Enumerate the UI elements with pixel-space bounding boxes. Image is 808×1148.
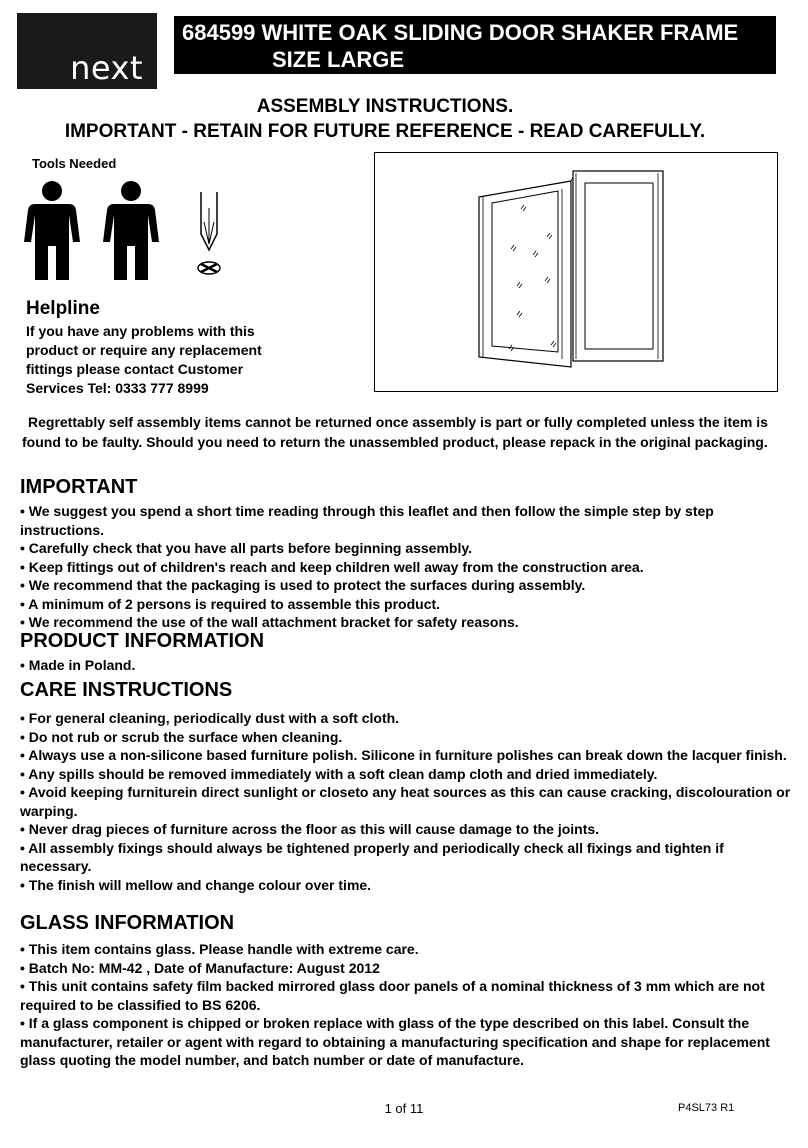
list-item: • Never drag pieces of furniture across the floor as this will cause damage to the joints. [20,821,600,837]
list-item: • Always use a non-silicone based furniture polish. Silicone in furniture polishes can break down the lacquer finish. [20,747,787,763]
list-item: • Do not rub or scrub the surface when cleaning. [20,728,343,745]
person-icon [101,180,161,284]
product-illustration-frame [374,152,778,392]
assembly-heading-line1: ASSEMBLY INSTRUCTIONS. [256,96,514,117]
list-item: • Keep fittings out of children's reach and keep children well away from the construction area. [20,558,644,575]
list-item: • If a glass component is chipped or broken replace with glass of the type described on this label. Consult the manufacturer, retailer or agent with regard to obtaining a manufacturing specification and shape for replacement glass quoting the model number, and batch number or date of manufacture. [20,1015,770,1068]
list-item: • We suggest you spend a short time reading through this leaflet and then follow the simple step by step instructions. [20,503,714,538]
helpline-line: If you have any problems with this [26,323,255,339]
glass-information-section [20,910,795,1070]
helpline-line: fittings please contact Customer [26,361,244,377]
list-item: • A minimum of 2 persons is required to assemble this product. [20,595,441,612]
helpline-line: Services Tel: 0333 777 8999 [26,380,209,396]
logo-text: next [70,49,143,87]
important-section [20,474,795,632]
list-item: • This item contains glass. Please handle with extreme care. [20,941,419,957]
returns-notice: Regrettably self assembly items cannot be returned once assembly is part or fully completed unless the item is found to be faulty. Should you need to return the unassembled product, please repack in the original packaging. [22,414,768,450]
section-title: GLASS INFORMATION [20,912,235,934]
list-item: • Batch No: MM-42 , Date of Manufacture: August 2012 [20,959,380,976]
list-item: • Avoid keeping furniturein direct sunlight or closeto any heat sources as this can cause cracking, discolouration or warping. [20,784,791,819]
section-title: CARE INSTRUCTIONS [20,679,233,701]
helpline-text [26,322,356,398]
document-title-line2: SIZE LARGE [272,47,405,72]
list-item: • For general cleaning, periodically dust with a soft cloth. [20,710,400,726]
document-title-bar [174,16,776,74]
list-item: • We recommend the use of the wall attachment bracket for safety reasons. [20,614,519,630]
assembly-heading-line2: IMPORTANT - RETAIN FOR FUTURE REFERENCE - READ CAREFULLY. [64,121,706,142]
list-item: • The finish will mellow and change colour over time. [20,876,372,893]
helpline-line: product or require any replacement [26,342,262,358]
document-title-line1: 684599 WHITE OAK SLIDING DOOR SHAKER FRAME [182,20,739,45]
helpline-title: Helpline [26,298,100,319]
section-title: PRODUCT INFORMATION [20,630,265,652]
tools-needed-label: Tools Needed [32,156,117,171]
document-code: P4SL73 R1 [678,1102,735,1114]
assembly-heading [0,94,770,144]
brand-logo [17,13,157,89]
list-item: • Made in Poland. [20,657,136,673]
care-instructions-section [20,677,795,894]
list-item: • Carefully check that you have all parts before beginning assembly. [20,540,472,556]
screwdriver-icon [192,188,226,284]
product-information-section [20,628,795,675]
person-icon [22,180,82,284]
section-title: IMPORTANT [20,476,138,498]
helpline-block [26,297,356,398]
sliding-door-illustration [375,153,776,390]
list-item: • This unit contains safety film backed mirrored glass door panels of a nominal thickness of 3 mm which are not required to be classified to BS 6206. [20,978,765,1013]
list-item: • Any spills should be removed immediately with a soft clean damp cloth and dried immediately. [20,765,658,782]
list-item: • We recommend that the packaging is used to protect the surfaces during assembly. [20,577,586,593]
page-number: 1 of 11 [384,1101,424,1116]
list-item: • All assembly fixings should always be tightened properly and periodically check all fixings and tighten if necessary. [20,839,724,874]
